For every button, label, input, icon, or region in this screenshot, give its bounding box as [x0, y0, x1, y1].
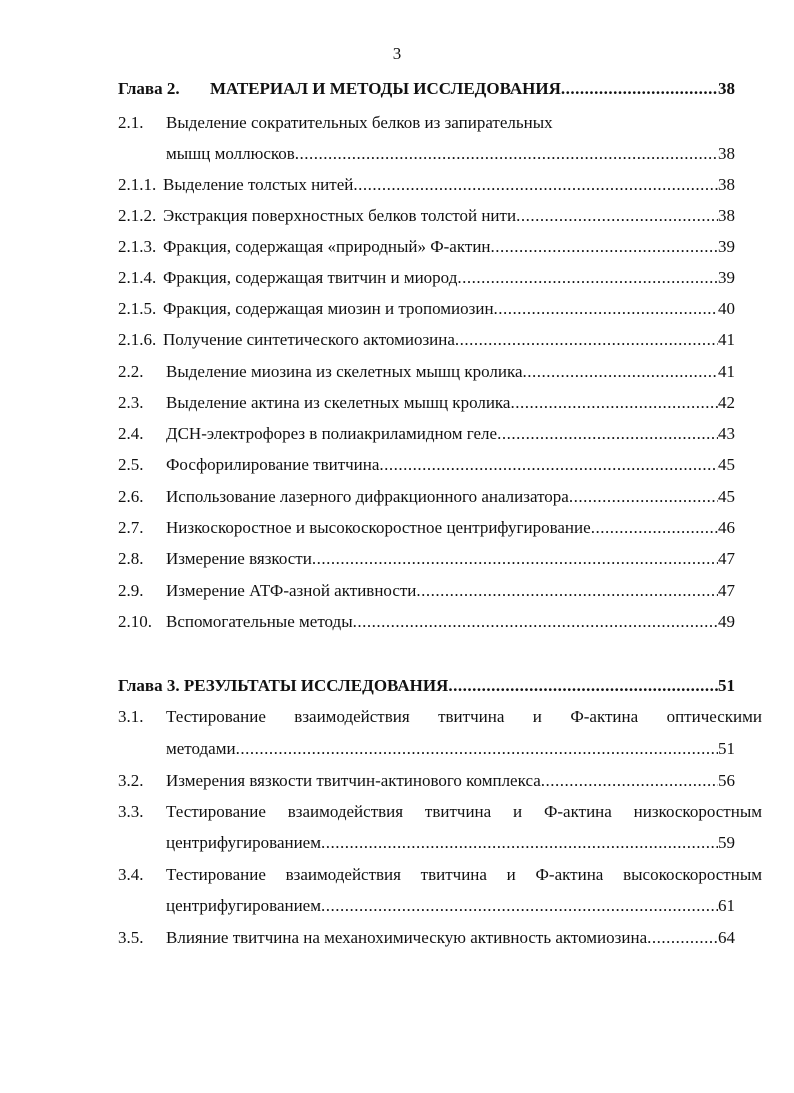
toc-entry-2-2: [118, 361, 735, 383]
toc-entry-2-1-2: [118, 205, 735, 227]
toc-leader: [457, 267, 718, 289]
toc-title: мышц моллюсков: [166, 144, 295, 163]
toc-entry-2-8: [118, 548, 735, 570]
toc-entry-2-6: [118, 486, 735, 508]
toc-leader: [494, 298, 718, 320]
toc-title: Фракция, содержащая миозин и тропомиозин: [163, 299, 494, 318]
toc-number: 2.1.: [118, 113, 144, 132]
toc-leader: [591, 517, 718, 539]
toc-leader: [541, 770, 718, 792]
toc-page: 40: [718, 299, 735, 318]
toc-entry-3-1-line2: [166, 738, 735, 760]
toc-entry-3-3-line1: [118, 801, 762, 823]
toc-leader: [569, 486, 718, 508]
toc-title: Фракция, содержащая «природный» Ф-актин: [163, 237, 491, 256]
toc-entry-2-1-5: [118, 298, 735, 320]
toc-title: методами: [166, 739, 236, 758]
toc-entry-2-1-1: [118, 174, 735, 196]
toc-number: 3.1.: [118, 707, 144, 726]
toc-leader: [353, 611, 718, 633]
toc-number: 2.8.: [118, 549, 144, 568]
toc-page: 47: [718, 581, 735, 600]
toc-entry-2-1-4: [118, 267, 735, 289]
toc-leader: [455, 329, 718, 351]
toc-page: 59: [718, 833, 735, 852]
toc-number: 2.1.5.: [118, 299, 157, 318]
toc-title: ДСН-электрофорез в полиакриламидном геле: [166, 424, 498, 443]
toc-entry-2-9: [118, 580, 735, 602]
toc-number: 2.1.1.: [118, 175, 157, 194]
toc-leader: [523, 361, 718, 383]
toc-title: Получение синтетического актомиозина: [163, 330, 455, 349]
toc-number: 2.6.: [118, 487, 144, 506]
toc-leader: [321, 895, 718, 917]
toc-leader: [516, 205, 718, 227]
toc-title: центрифугированием: [166, 833, 321, 852]
toc-entry-2-1-6: [118, 329, 735, 351]
toc-page: 45: [718, 455, 735, 474]
toc-leader: [448, 675, 718, 697]
toc-title: Тестирование взаимодействия твитчина и Ф-актина низкоскоростным: [166, 802, 762, 821]
toc-title: МАТЕРИАЛ И МЕТОДЫ ИССЛЕДОВАНИЯ: [210, 79, 561, 98]
toc-entry-2-4: [118, 423, 735, 445]
toc-entry-3-3-line2: [166, 832, 735, 854]
toc-title: Измерения вязкости твитчин-актинового комплекса: [166, 771, 541, 790]
toc-page: 42: [718, 393, 735, 412]
toc-title: центрифугированием: [166, 896, 321, 915]
toc-page: 39: [718, 237, 735, 256]
page-number: 3: [392, 44, 402, 63]
toc-number: 3.5.: [118, 928, 144, 947]
toc-title: Фосфорилирование твитчина: [166, 455, 380, 474]
toc-title: Фракция, содержащая твитчин и миород: [163, 268, 458, 287]
toc-number: 2.1.4.: [118, 268, 157, 287]
toc-entry-3-1-line1: [118, 706, 762, 728]
toc-page: 51: [718, 739, 735, 758]
toc-page: 61: [718, 896, 735, 915]
toc-leader: [416, 580, 718, 602]
toc-leader: [236, 738, 718, 760]
toc-number: 2.5.: [118, 455, 144, 474]
toc-number: 2.1.2.: [118, 206, 157, 225]
toc-title: Низкоскоростное и высокоскоростное центрифугирование: [166, 518, 591, 537]
toc-title: Измерение вязкости: [166, 549, 312, 568]
toc-page: 46: [718, 518, 735, 537]
toc-leader: [647, 927, 718, 949]
toc-leader: [312, 548, 718, 570]
toc-number: 2.10.: [118, 612, 152, 631]
toc-page: 43: [718, 424, 735, 443]
toc-chapter-2-heading: [118, 78, 735, 100]
toc-title: Глава 3. РЕЗУЛЬТАТЫ ИССЛЕДОВАНИЯ: [118, 676, 449, 695]
toc-page: 41: [718, 362, 735, 381]
toc-title: Вспомогательные методы: [166, 612, 353, 631]
toc-title: Выделение актина из скелетных мышц кролика: [166, 393, 511, 412]
toc-leader: [491, 236, 718, 258]
toc-number: 2.1.3.: [118, 237, 157, 256]
toc-leader: [295, 143, 718, 165]
toc-number: 2.2.: [118, 362, 144, 381]
toc-page: 38: [718, 206, 735, 225]
toc-number: 2.9.: [118, 581, 144, 600]
toc-entry-2-1-line1: [118, 112, 735, 134]
toc-entry-2-3: [118, 392, 735, 414]
toc-leader: [561, 78, 718, 100]
toc-entry-3-5: [118, 927, 735, 949]
toc-page: 64: [718, 928, 735, 947]
toc-title: Экстракция поверхностных белков толстой нити: [163, 206, 517, 225]
toc-page: 38: [718, 175, 735, 194]
toc-entry-2-10: [118, 611, 735, 633]
toc-number: 2.4.: [118, 424, 144, 443]
toc-page: 49: [718, 612, 735, 631]
toc-entry-2-1-line2: [166, 143, 735, 165]
toc-page: 38: [718, 144, 735, 163]
toc-page: 45: [718, 487, 735, 506]
toc-entry-2-1-3: [118, 236, 735, 258]
toc-leader: [353, 174, 718, 196]
toc-title: Тестирование взаимодействия твитчина и Ф-актина оптическими: [166, 707, 762, 726]
toc-title: Использование лазерного дифракционного анализатора: [166, 487, 569, 506]
toc-page: 39: [718, 268, 735, 287]
toc-title: Выделение миозина из скелетных мышц кролика: [166, 362, 523, 381]
toc-page: 56: [718, 771, 735, 790]
toc-leader: [379, 454, 718, 476]
toc-entry-3-4-line1: [118, 864, 762, 886]
toc-title: Тестирование взаимодействия твитчина и Ф-актина высокоскоростным: [166, 865, 762, 884]
toc-title: Выделение толстых нитей: [163, 175, 354, 194]
toc-chapter-3-heading: [118, 675, 735, 697]
toc-number: 3.4.: [118, 865, 144, 884]
toc-page: 51: [718, 676, 735, 695]
toc-leader: [497, 423, 718, 445]
toc-entry-3-2: [118, 770, 735, 792]
toc-title: Выделение сократительных белков из запирательных: [166, 113, 553, 132]
toc-number: 3.3.: [118, 802, 144, 821]
toc-number: 2.1.6.: [118, 330, 157, 349]
toc-entry-2-7: [118, 517, 735, 539]
toc-leader: [321, 832, 718, 854]
toc-title: Измерение АТФ-азной активности: [166, 581, 417, 600]
toc-title: Влияние твитчина на механохимическую активность актомиозина: [166, 928, 648, 947]
toc-number: 2.3.: [118, 393, 144, 412]
toc-page: 41: [718, 330, 735, 349]
toc-entry-2-5: [118, 454, 735, 476]
toc-number: 2.7.: [118, 518, 144, 537]
toc-entry-3-4-line2: [166, 895, 735, 917]
toc-number: 3.2.: [118, 771, 144, 790]
toc-page: 47: [718, 549, 735, 568]
toc-page: 38: [718, 79, 735, 98]
toc-number: Глава 2.: [118, 79, 180, 98]
toc-leader: [510, 392, 718, 414]
